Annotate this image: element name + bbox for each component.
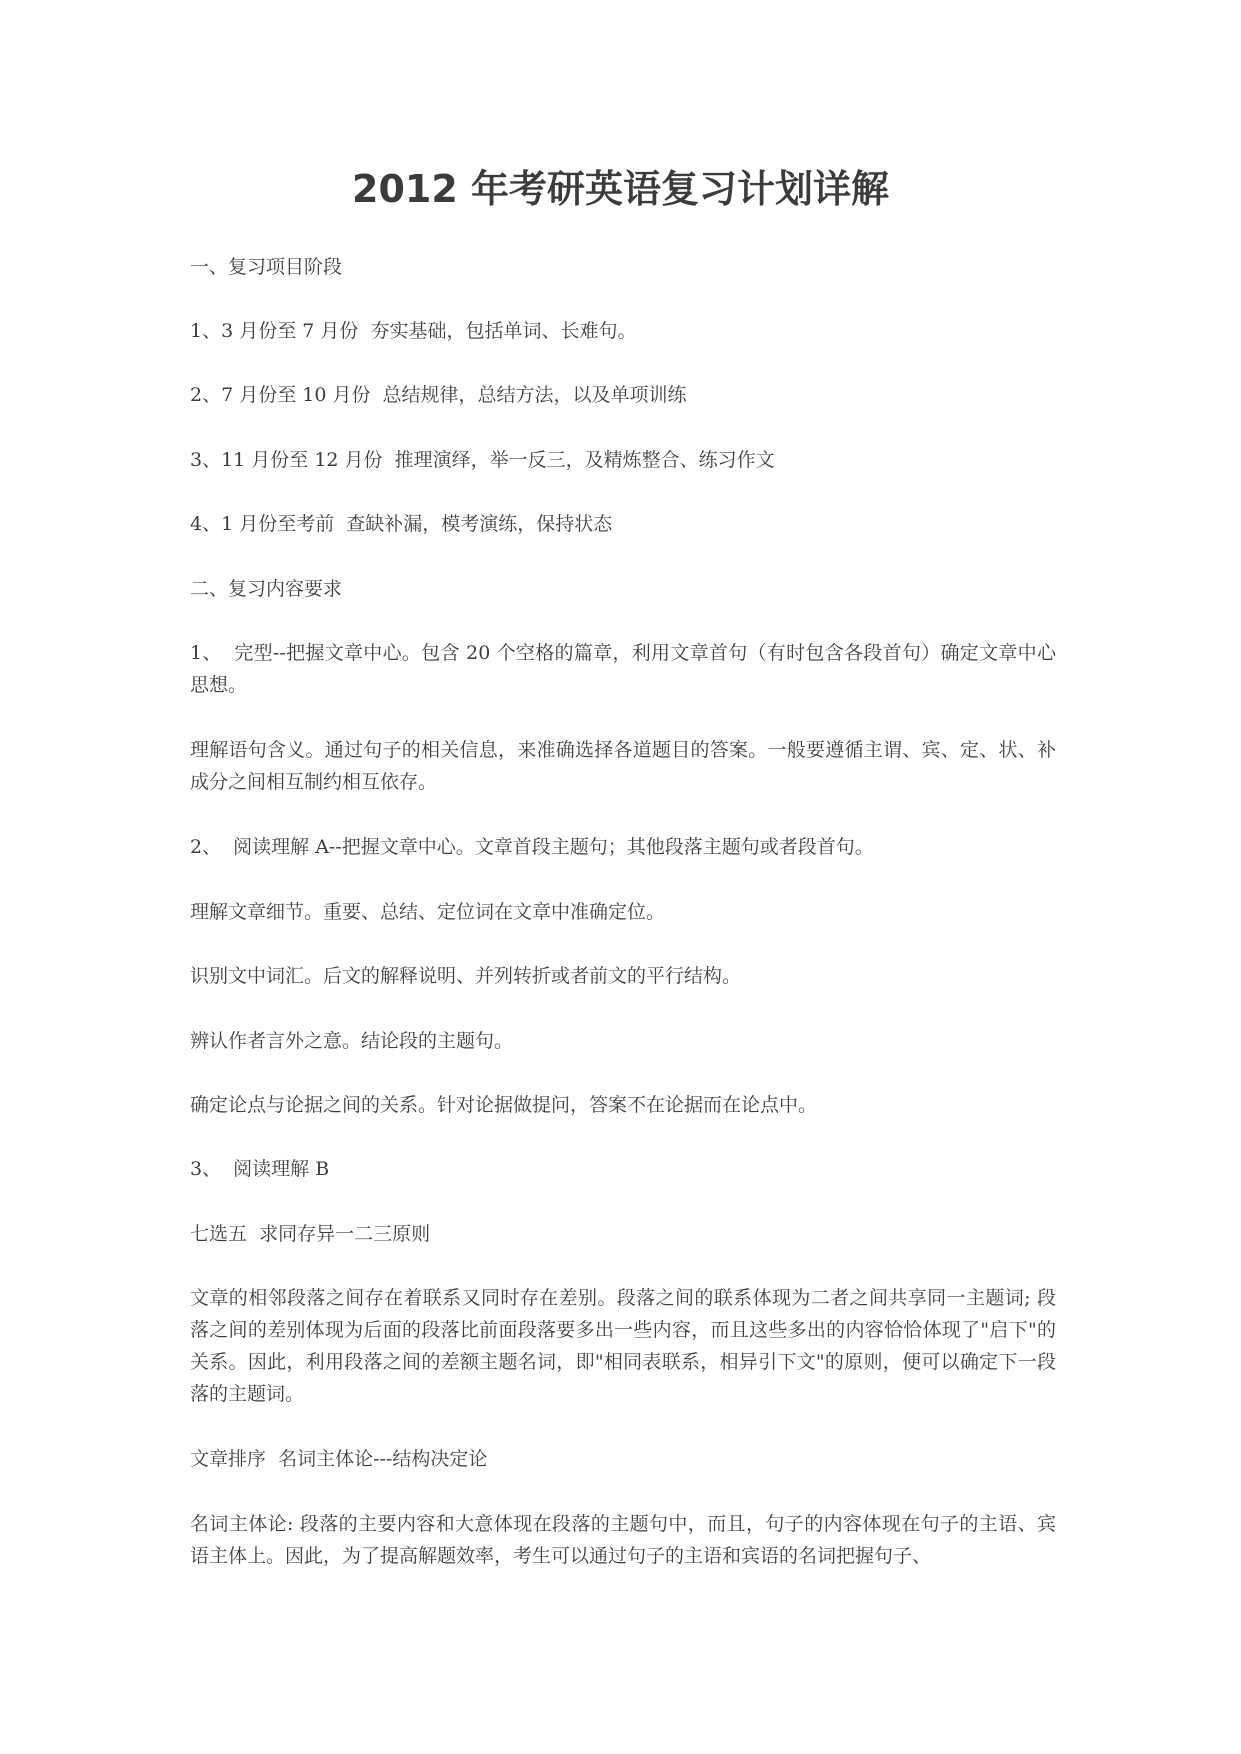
paragraph-vocabulary: 识别文中词汇。后文的解释说明、并列转折或者前文的平行结构。 [190, 965, 742, 987]
stage-item-2: 2、7 月份至 10 月份 总结规律，总结方法，以及单项训练 [190, 384, 687, 406]
paragraph-inference: 辨认作者言外之意。结论段的主题句。 [190, 1030, 514, 1052]
paragraph-sentence-meaning: 理解语句含义。通过句子的相关信息，来准确选择各道题目的答案。一般要遵循主谓、宾、定、状、补成分之间相互制约相互依存。 [190, 739, 1056, 793]
document-title: 2012 年考研英语复习计划详解 [352, 167, 889, 211]
subheading-ordering: 文章排序 名词主体论---结构决定论 [190, 1448, 488, 1470]
subheading-seven-choose-five: 七选五 求同存异一二三原则 [190, 1223, 431, 1245]
content-item-reading-b: 3、 阅读理解 B [190, 1158, 330, 1180]
paragraph-details: 理解文章细节。重要、总结、定位词在文章中准确定位。 [190, 901, 666, 923]
stage-item-4: 4、1 月份至考前 查缺补漏，模考演练，保持状态 [190, 513, 613, 535]
content-item-cloze: 1、 完型--把握文章中心。包含 20 个空格的篇章，利用文章首句（有时包含各段首句）确定文章中心思想。 [190, 642, 1056, 696]
stage-item-1: 1、3 月份至 7 月份 夯实基础，包括单词、长难句。 [190, 320, 637, 342]
paragraph-noun-subject: 名词主体论: 段落的主要内容和大意体现在段落的主题句中，而且，句子的内容体现在句子的主语、宾语主体上。因此，为了提高解题效率，考生可以通过句子的主语和宾语的名词把握句子、 [190, 1513, 1056, 1567]
paragraph-adjacent-paragraphs: 文章的相邻段落之间存在着联系又同时存在差别。段落之间的联系体现为二者之间共享同一主题词; 段落之间的差别体现为后面的段落比前面段落要多出一些内容，而且这些多出的内容恰恰体现了"启下"的关系。因此，利用段落之间的差额主题名词，即"相同表联系，相异引下文"的原则，便可以确定下一段落的主题词。 [190, 1287, 1056, 1405]
paragraph-argument: 确定论点与论据之间的关系。针对论据做提问，答案不在论据而在论点中。 [190, 1094, 818, 1116]
content-item-reading-a: 2、 阅读理解 A--把握文章中心。文章首段主题句；其他段落主题句或者段首句。 [190, 836, 874, 858]
stage-item-3: 3、11 月份至 12 月份 推理演绎，举一反三，及精炼整合、练习作文 [190, 449, 775, 471]
section-heading-1: 一、复习项目阶段 [190, 256, 343, 278]
section-heading-2: 二、复习内容要求 [190, 578, 343, 600]
